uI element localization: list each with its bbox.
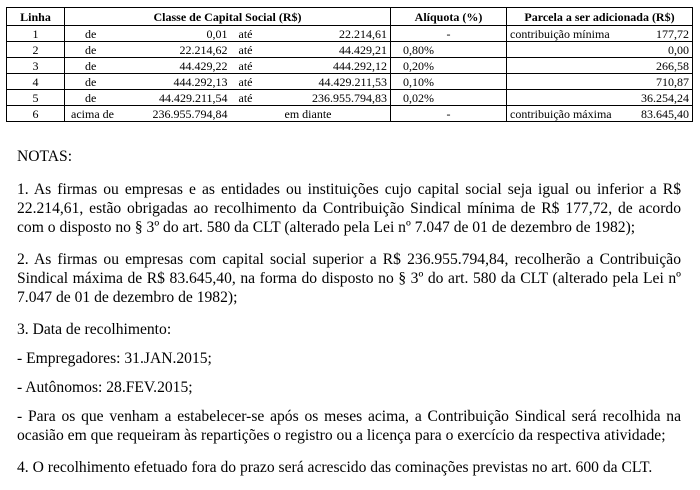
- row-to-label: até: [231, 74, 281, 90]
- row-portion-value: 266,58: [625, 58, 693, 74]
- note-paragraph: 3. Data de recolhimento:: [17, 321, 172, 338]
- row-portion-label: [507, 42, 625, 58]
- contribution-table: [6, 7, 693, 122]
- table-row: [7, 26, 693, 42]
- row-portion-label: [507, 58, 625, 74]
- row-line: 3: [7, 58, 65, 74]
- row-portion-label: contribuição mínima: [507, 26, 625, 42]
- row-portion-value: 710,87: [625, 74, 693, 90]
- row-portion-value: 177,72: [625, 26, 693, 42]
- row-to-value: 236.955.794,83: [281, 90, 391, 106]
- row-from-label: de: [65, 26, 125, 42]
- row-from-label: de: [65, 90, 125, 106]
- row-to-label: até: [231, 26, 281, 42]
- row-from-label: acima de: [65, 106, 125, 122]
- row-to-label: até: [231, 42, 281, 58]
- row-rate: 0,20%: [391, 58, 507, 74]
- row-from-value: 236.955.794,84: [125, 106, 231, 122]
- table-row: [7, 42, 693, 58]
- note-paragraph: 1. As firmas ou empresas e as entidades ou instituições cujo capital social seja igual ou inferior a R$ 22.214,61, estão obrigadas ao recolhimento da Contribuição Sindical mínima de R$ 177,72, de acordo com o disposto no § 3º do art. 580 da CLT (alterado pela Lei nº 7.047 de 01 de dezembro de 1982);: [17, 181, 681, 236]
- note-paragraph: - Para os que venham a estabelecer-se após os meses acima, a Contribuição Sindical será recolhida na ocasião em que requeiram às repartições o registro ou a licença para o exercício da respectiva atividade;: [17, 408, 681, 444]
- row-from-value: 22.214,62: [125, 42, 231, 58]
- row-portion-label: [507, 90, 625, 106]
- note-paragraph: 4. O recolhimento efetuado fora do prazo será acrescido das cominações previstas no art. 600 da CLT.: [17, 459, 653, 476]
- row-portion-value: 36.254,24: [625, 90, 693, 106]
- row-from-label: de: [65, 74, 125, 90]
- header-line: Linha: [7, 8, 65, 26]
- row-from-value: 444.292,13: [125, 74, 231, 90]
- note-paragraph: 2. As firmas ou empresas com capital social superior a R$ 236.955.794,84, recolherão a Contribuição Sindical máxima de R$ 83.645,40, na forma do disposto no § 3º do art. 580 da CLT (alterado pela Lei nº 7.047 de 01 de dezembro de 1982);: [17, 251, 681, 306]
- row-to-value: 444.292,12: [281, 58, 391, 74]
- row-to-value: 44.429.211,53: [281, 74, 391, 90]
- table-row: [7, 58, 693, 74]
- row-rate: 0,02%: [391, 90, 507, 106]
- row-rate: -: [391, 26, 507, 42]
- header-capital-class: Classe de Capital Social (R$): [65, 8, 391, 26]
- header-portion: Parcela a ser adicionada (R$): [507, 8, 693, 26]
- row-portion-label: contribuição máxima: [507, 106, 625, 122]
- row-portion-value: 0,00: [625, 42, 693, 58]
- note-paragraph: - Autônomos: 28.FEV.2015;: [17, 379, 193, 396]
- row-line: 5: [7, 90, 65, 106]
- row-line: 2: [7, 42, 65, 58]
- note-paragraph: - Empregadores: 31.JAN.2015;: [17, 350, 212, 367]
- row-line: 1: [7, 26, 65, 42]
- table-row: [7, 90, 693, 106]
- row-to-label: até: [231, 90, 281, 106]
- row-from-label: de: [65, 42, 125, 58]
- row-line: 4: [7, 74, 65, 90]
- row-rate: -: [391, 106, 507, 122]
- row-from-value: 44.429,22: [125, 58, 231, 74]
- row-to-value: 44.429,21: [281, 42, 391, 58]
- row-rate: 0,80%: [391, 42, 507, 58]
- row-portion-value: 83.645,40: [625, 106, 693, 122]
- row-rate: 0,10%: [391, 74, 507, 90]
- row-to-label: em diante: [231, 106, 391, 122]
- row-to-label: até: [231, 58, 281, 74]
- row-from-label: de: [65, 58, 125, 74]
- header-rate: Alíquota (%): [391, 8, 507, 26]
- row-from-value: 0,01: [125, 26, 231, 42]
- notes-title: NOTAS:: [17, 148, 73, 165]
- table-row: [7, 74, 693, 90]
- row-line: 6: [7, 106, 65, 122]
- row-to-value: 22.214,61: [281, 26, 391, 42]
- notes-section: [17, 147, 681, 490]
- table-header-row: [7, 8, 693, 26]
- row-from-value: 44.429.211,54: [125, 90, 231, 106]
- row-portion-label: [507, 74, 625, 90]
- table-row: [7, 106, 693, 122]
